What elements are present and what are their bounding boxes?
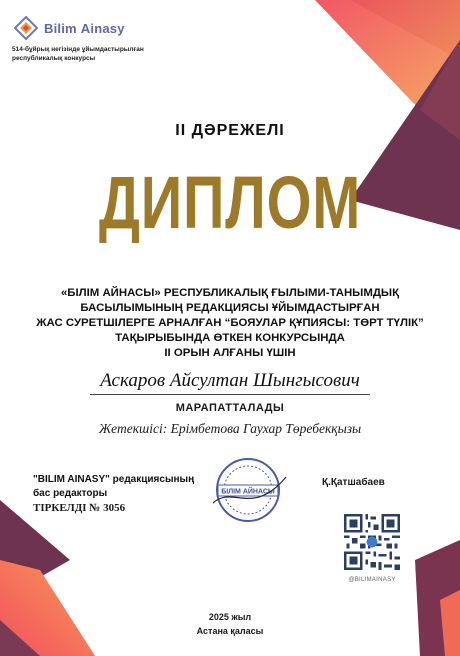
- editor-line-1: "BILIM AINASY" редакциясының: [33, 474, 195, 485]
- description-line: ЖАС СУРЕТШІЛЕРГЕ АРНАЛҒАН “БОЯУЛАР ҚҰПИЯСЫ: ТӨРТ ТҮЛІК”: [36, 317, 424, 329]
- issue-city: Астана қаласы: [196, 626, 264, 636]
- logo-text: Bilim Ainasy: [44, 20, 125, 36]
- mentor-name: Жетекшісі: Ерімбетова Гаухар Төребекқызы: [98, 421, 362, 436]
- qr-center-logo: [367, 537, 378, 548]
- name-underline: [90, 394, 370, 395]
- signer-name: Қ.Қатшабаев: [322, 477, 385, 488]
- subtitle-line-2: республикалық конкурсы: [12, 55, 96, 62]
- description-line: «БІЛІМ АЙНАСЫ» РЕСПУБЛИКАЛЫҚ ҒЫЛЫМИ-ТАНЫМДЫҚ: [60, 287, 400, 299]
- recipient-name: Аскаров Айсултан Шынгысович: [100, 370, 360, 391]
- award-description: [30, 286, 430, 361]
- description-line: II ОРЫН АЛҒАНЫ ҮШІН: [164, 347, 296, 359]
- stamp-text: БІЛІМ АЙНАСЫ: [221, 488, 275, 496]
- social-handle: @BILIMAINASY: [348, 577, 396, 583]
- editor-line-2: бас редакторы: [33, 488, 108, 499]
- brand-logo: [14, 16, 125, 40]
- description-line: ТАҚЫРЫБЫНДА ӨТКЕН КОНКУРСЫНДА: [115, 332, 345, 344]
- degree-heading: II ДӘРЕЖЕЛІ: [175, 122, 285, 139]
- editor-title: [33, 473, 213, 501]
- awarded-label: МАРАПАТТАЛАДЫ: [175, 402, 285, 414]
- description-line: БАСЫЛЫМЫНЫҢ РЕДАКЦИЯСЫ ҰЙЫМДАСТЫРҒАН: [80, 302, 380, 314]
- subtitle-line-1: 514-бұйрық негізінде ұйымдастырылған: [12, 46, 144, 53]
- contest-subtitle: [12, 45, 212, 63]
- official-stamp: [208, 455, 288, 525]
- registration-number: ТІРКЕЛДІ № 3056: [33, 502, 126, 514]
- issue-year: 2025 жыл: [208, 612, 252, 622]
- qr-code[interactable]: [344, 514, 400, 570]
- logo-icon: [14, 16, 38, 40]
- diploma-title: ДИПЛОМ: [98, 161, 362, 244]
